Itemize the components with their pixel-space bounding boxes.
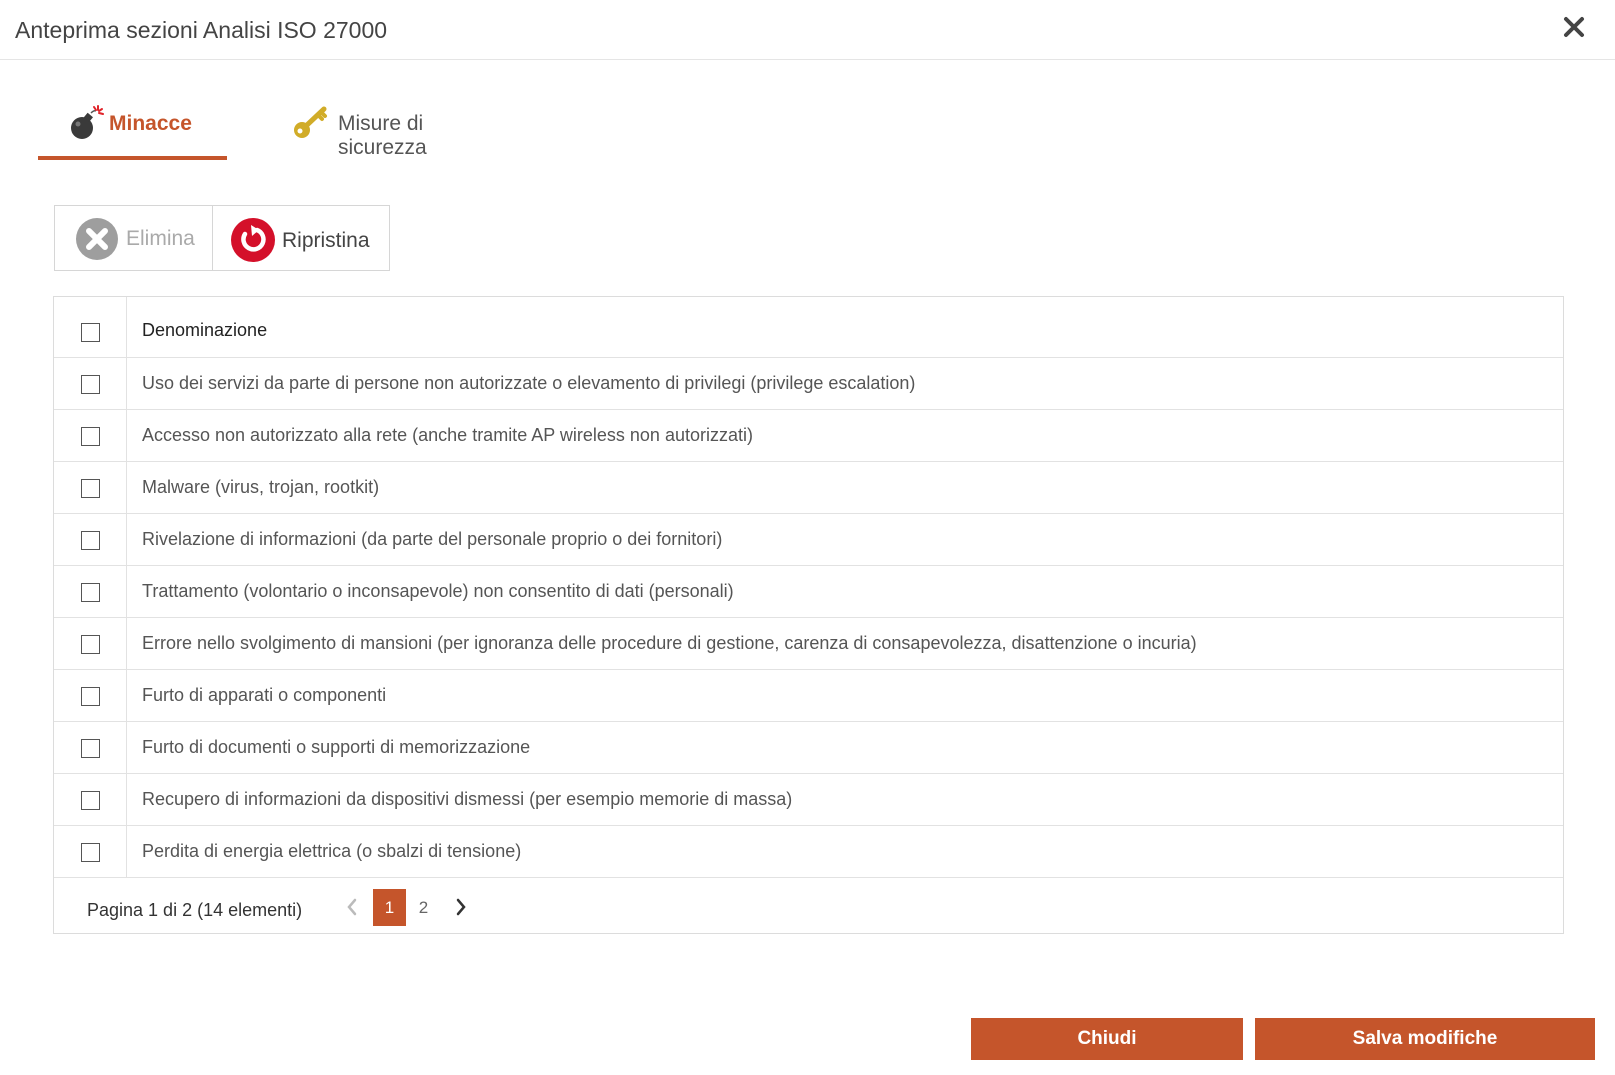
row-select-cell — [54, 618, 127, 669]
save-changes-button[interactable]: Salva modifiche — [1255, 1018, 1595, 1060]
delete-button-label: Elimina — [126, 227, 195, 250]
row-checkbox[interactable] — [81, 531, 100, 550]
grid-header-row — [54, 297, 1563, 358]
row-checkbox[interactable] — [81, 635, 100, 654]
table-row[interactable] — [54, 722, 1563, 774]
delete-circle-x-icon — [75, 217, 119, 266]
row-select-cell — [54, 462, 127, 513]
row-denominazione: Furto di documenti o supporti di memorizzazione — [142, 737, 531, 757]
select-all-checkbox[interactable] — [81, 323, 100, 342]
table-row[interactable] — [54, 566, 1563, 618]
row-denominazione: Errore nello svolgimento di mansioni (per ignoranza delle procedure di gestione, carenza di consapevolezza, disattenzione o incuria) — [142, 633, 1197, 653]
table-row[interactable] — [54, 618, 1563, 670]
page-button-2[interactable]: 2 — [418, 898, 429, 917]
row-checkbox[interactable] — [81, 739, 100, 758]
tab-minacce-label: Minacce — [109, 112, 192, 135]
row-checkbox[interactable] — [81, 687, 100, 706]
row-denominazione: Malware (virus, trojan, rootkit) — [142, 477, 380, 497]
tab-misure-label: Misure di sicurezza — [338, 112, 427, 159]
row-select-cell — [54, 410, 127, 461]
row-denominazione: Furto di apparati o componenti — [142, 685, 387, 705]
delete-button[interactable] — [55, 206, 213, 270]
pager — [54, 878, 1563, 933]
table-row[interactable] — [54, 670, 1563, 722]
row-select-cell — [54, 514, 127, 565]
dialog-header — [0, 0, 1615, 60]
chevron-right-icon[interactable] — [453, 894, 469, 920]
table-row[interactable] — [54, 462, 1563, 514]
close-button[interactable]: Chiudi — [971, 1018, 1243, 1060]
row-select-cell — [54, 670, 127, 721]
row-select-cell — [54, 566, 127, 617]
table-row[interactable] — [54, 410, 1563, 462]
column-header-denominazione[interactable]: Denominazione — [142, 320, 268, 340]
row-denominazione: Accesso non autorizzato alla rete (anche tramite AP wireless non autorizzati) — [142, 425, 753, 445]
row-checkbox[interactable] — [81, 375, 100, 394]
restore-button[interactable] — [213, 206, 389, 270]
tab-misure-di-sicurezza[interactable] — [260, 100, 500, 160]
restore-button-label: Ripristina — [282, 229, 370, 252]
table-row[interactable] — [54, 774, 1563, 826]
row-checkbox[interactable] — [81, 843, 100, 862]
row-select-cell — [54, 358, 127, 409]
row-denominazione: Perdita di energia elettrica (o sbalzi di tensione) — [142, 841, 522, 861]
pager-summary: Pagina 1 di 2 (14 elementi) — [87, 900, 303, 920]
chevron-left-icon[interactable] — [344, 894, 360, 920]
key-icon — [292, 105, 332, 146]
dialog-title: Anteprima sezioni Analisi ISO 27000 — [15, 17, 388, 43]
table-row[interactable] — [54, 358, 1563, 410]
row-select-cell — [54, 774, 127, 825]
row-denominazione: Rivelazione di informazioni (da parte del personale proprio o dei fornitori) — [142, 529, 723, 549]
threats-grid — [53, 296, 1564, 934]
row-denominazione: Recupero di informazioni da dispositivi dismessi (per esempio memorie di massa) — [142, 789, 793, 809]
restore-arrow-icon — [230, 217, 276, 268]
row-checkbox[interactable] — [81, 583, 100, 602]
page-button-1[interactable]: 1 — [373, 889, 406, 926]
close-icon[interactable] — [1561, 14, 1587, 40]
select-all-cell — [54, 297, 127, 357]
bomb-icon — [68, 105, 106, 146]
tab-minacce[interactable] — [38, 100, 227, 160]
row-denominazione: Uso dei servizi da parte di persone non autorizzate o elevamento di privilegi (privilege escalation) — [142, 373, 916, 393]
row-checkbox[interactable] — [81, 479, 100, 498]
grid-toolbar — [54, 205, 390, 271]
row-checkbox[interactable] — [81, 791, 100, 810]
table-row[interactable] — [54, 826, 1563, 878]
row-checkbox[interactable] — [81, 427, 100, 446]
table-row[interactable] — [54, 514, 1563, 566]
row-denominazione: Trattamento (volontario o inconsapevole) non consentito di dati (personali) — [142, 581, 734, 601]
row-select-cell — [54, 722, 127, 773]
row-select-cell — [54, 826, 127, 877]
